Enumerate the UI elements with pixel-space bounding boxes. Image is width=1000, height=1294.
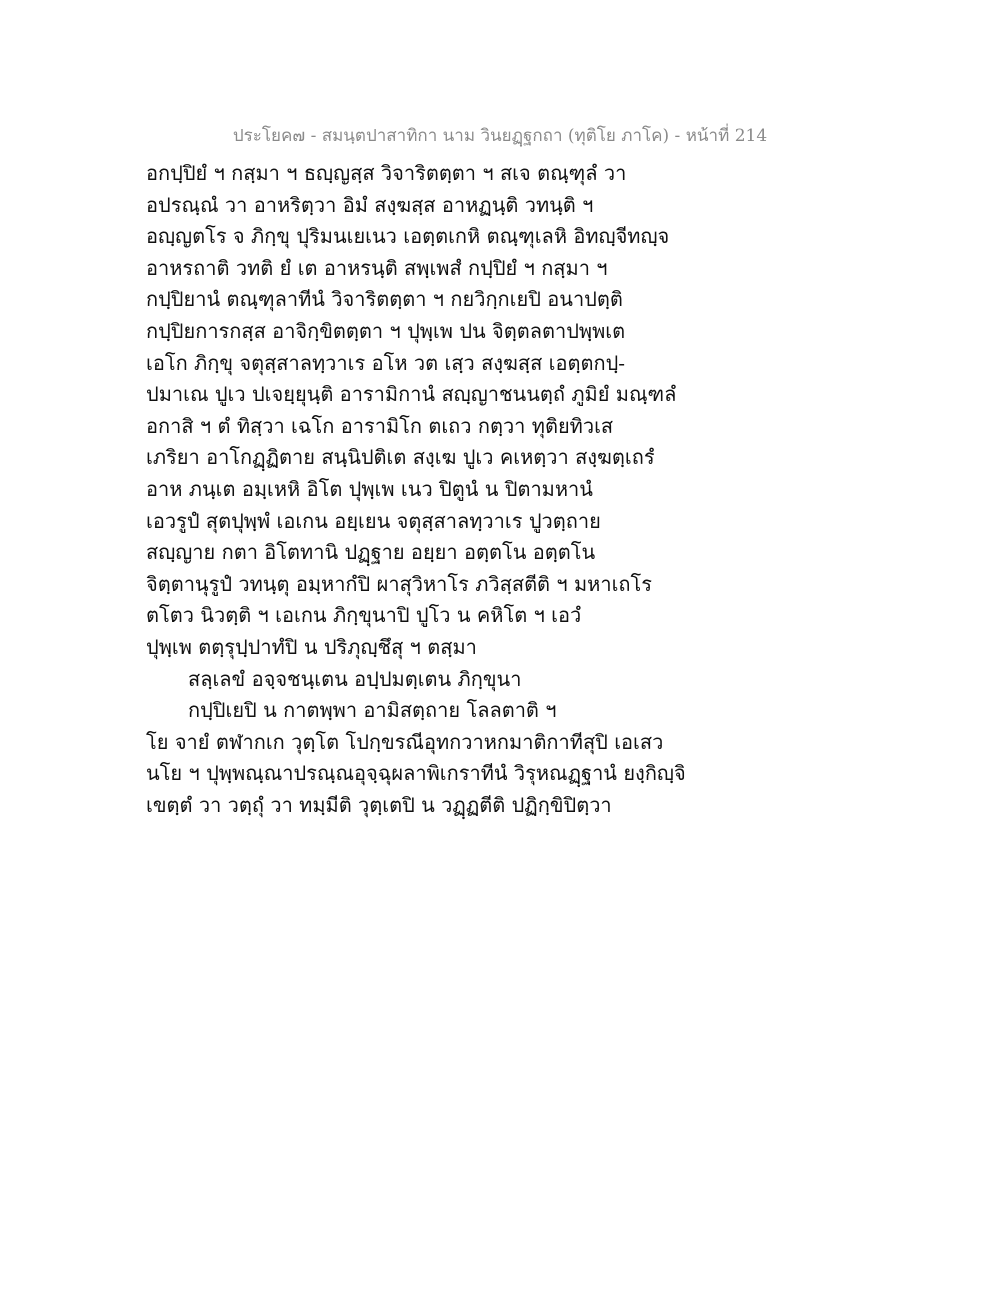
text-line: ตโตว นิวตฺติ ฯ เอเกน ภิกฺขุนาปิ ปูโว น คหิโต ฯ เอวํ xyxy=(146,603,582,628)
text-line: จิตฺตานุรูปํ วทนฺตุ อมฺหากํปิ ผาสุวิหาโร ภวิสฺสตีติ ฯ มหาเถโร xyxy=(146,571,653,596)
verse-line: สลฺเลขํ อจฺจชนฺเตน อปฺปมตฺเตน ภิกฺขุนา xyxy=(188,666,522,691)
text-line: อกาสิ ฯ ตํ ทิสฺวา เฉโก อารามิโก ตเถว กตฺวา ทุติยทิวเส xyxy=(146,413,614,438)
text-line: อาห ภนฺเต อมฺเหหิ อิโต ปุพฺเพ เนว ปิตูนํ น ปิตามหานํ xyxy=(146,476,593,501)
text-line: กปฺปิยานํ ตณฺฑุลาทีนํ วิจาริตตฺตา ฯ กยวิกฺกเยปิ อนาปตฺติ xyxy=(146,287,623,312)
text-line: อปรณฺณํ วา อาหริตฺวา อิมํ สงฺฆสฺส อาหฏนฺติ วทนฺติ ฯ xyxy=(146,192,594,217)
text-line: ปุพฺเพ ตตฺรุปฺปาทํปิ น ปริภุญฺชึสุ ฯ ตสฺมา xyxy=(146,634,477,659)
text-line: เอวรูปํ สุตปุพฺพํ เอเกน อยฺเยน จตุสฺสาลทฺวาเร ปูวตฺถาย xyxy=(146,508,601,533)
text-line: นโย ฯ ปุพฺพณฺณาปรณฺณอุจฺฉุผลาพิเกราทีนํ วิรุหณฏฺฐานํ ยงฺกิญฺจิ xyxy=(146,761,686,786)
text-line: สญฺญาย กตา อิโตทานิ ปฏฺฐาย อยฺยา อตฺตโน อตฺตโน xyxy=(146,540,596,565)
text-line: อญฺญตโร จ ภิกฺขุ ปุริมนเยเนว เอตฺตเกหิ ตณฺฑุเลหิ อิทญฺจีทญฺจ xyxy=(146,224,670,249)
body-text xyxy=(146,158,706,821)
text-line: เภริยา อาโกฏฺฏิตาย สนฺนิปติเต สงฺเฆ ปูเว คเหตฺวา สงฺฆตฺเถรํ xyxy=(146,445,655,470)
text-line: อาหรถาติ วทติ ยํ เต อาหรนฺติ สพฺเพสํ กปฺปิยํ ฯ กสฺมา ฯ xyxy=(146,255,608,280)
verse-line: กปฺปิเยปิ น กาตพฺพา อามิสตฺถาย โลลตาติ ฯ xyxy=(188,698,557,723)
page-header: ประโยค๗ - สมนฺตปาสาทิกา นาม วินยฏฺฐกถา (ทุติโย ภาโค) - หน้าที่ 214 xyxy=(232,126,768,146)
text-line: เขตฺตํ วา วตฺถุํ วา ทมฺมีติ วุตฺเตปิ น วฏฺฏตีติ ปฏิกฺขิปิตฺวา xyxy=(146,792,612,817)
text-line: กปฺปิยการกสฺส อาจิกฺขิตตฺตา ฯ ปุพฺเพ ปน จิตฺตลตาปพฺพเต xyxy=(146,318,626,343)
text-line: เอโก ภิกฺขุ จตุสฺสาลทฺวาเร อโห วต เสฺว สงฺฆสฺส เอตฺตกปฺ- xyxy=(146,350,626,375)
text-line: อกปฺปิยํ ฯ กสฺมา ฯ ธญฺญสฺส วิจาริตตฺตา ฯ สเจ ตณฺฑุลํ วา xyxy=(146,161,627,185)
text-line: โย จายํ ตฬากเก วุตฺโต โปกฺขรณีอุทกวาหกมาติกาทีสุปิ เอเสว xyxy=(146,729,664,754)
text-line: ปมาเณ ปูเว ปเจยฺยุนฺติ อารามิกานํ สญฺญาชนนตฺถํ ภูมิยํ มณฺฑลํ xyxy=(146,382,677,407)
